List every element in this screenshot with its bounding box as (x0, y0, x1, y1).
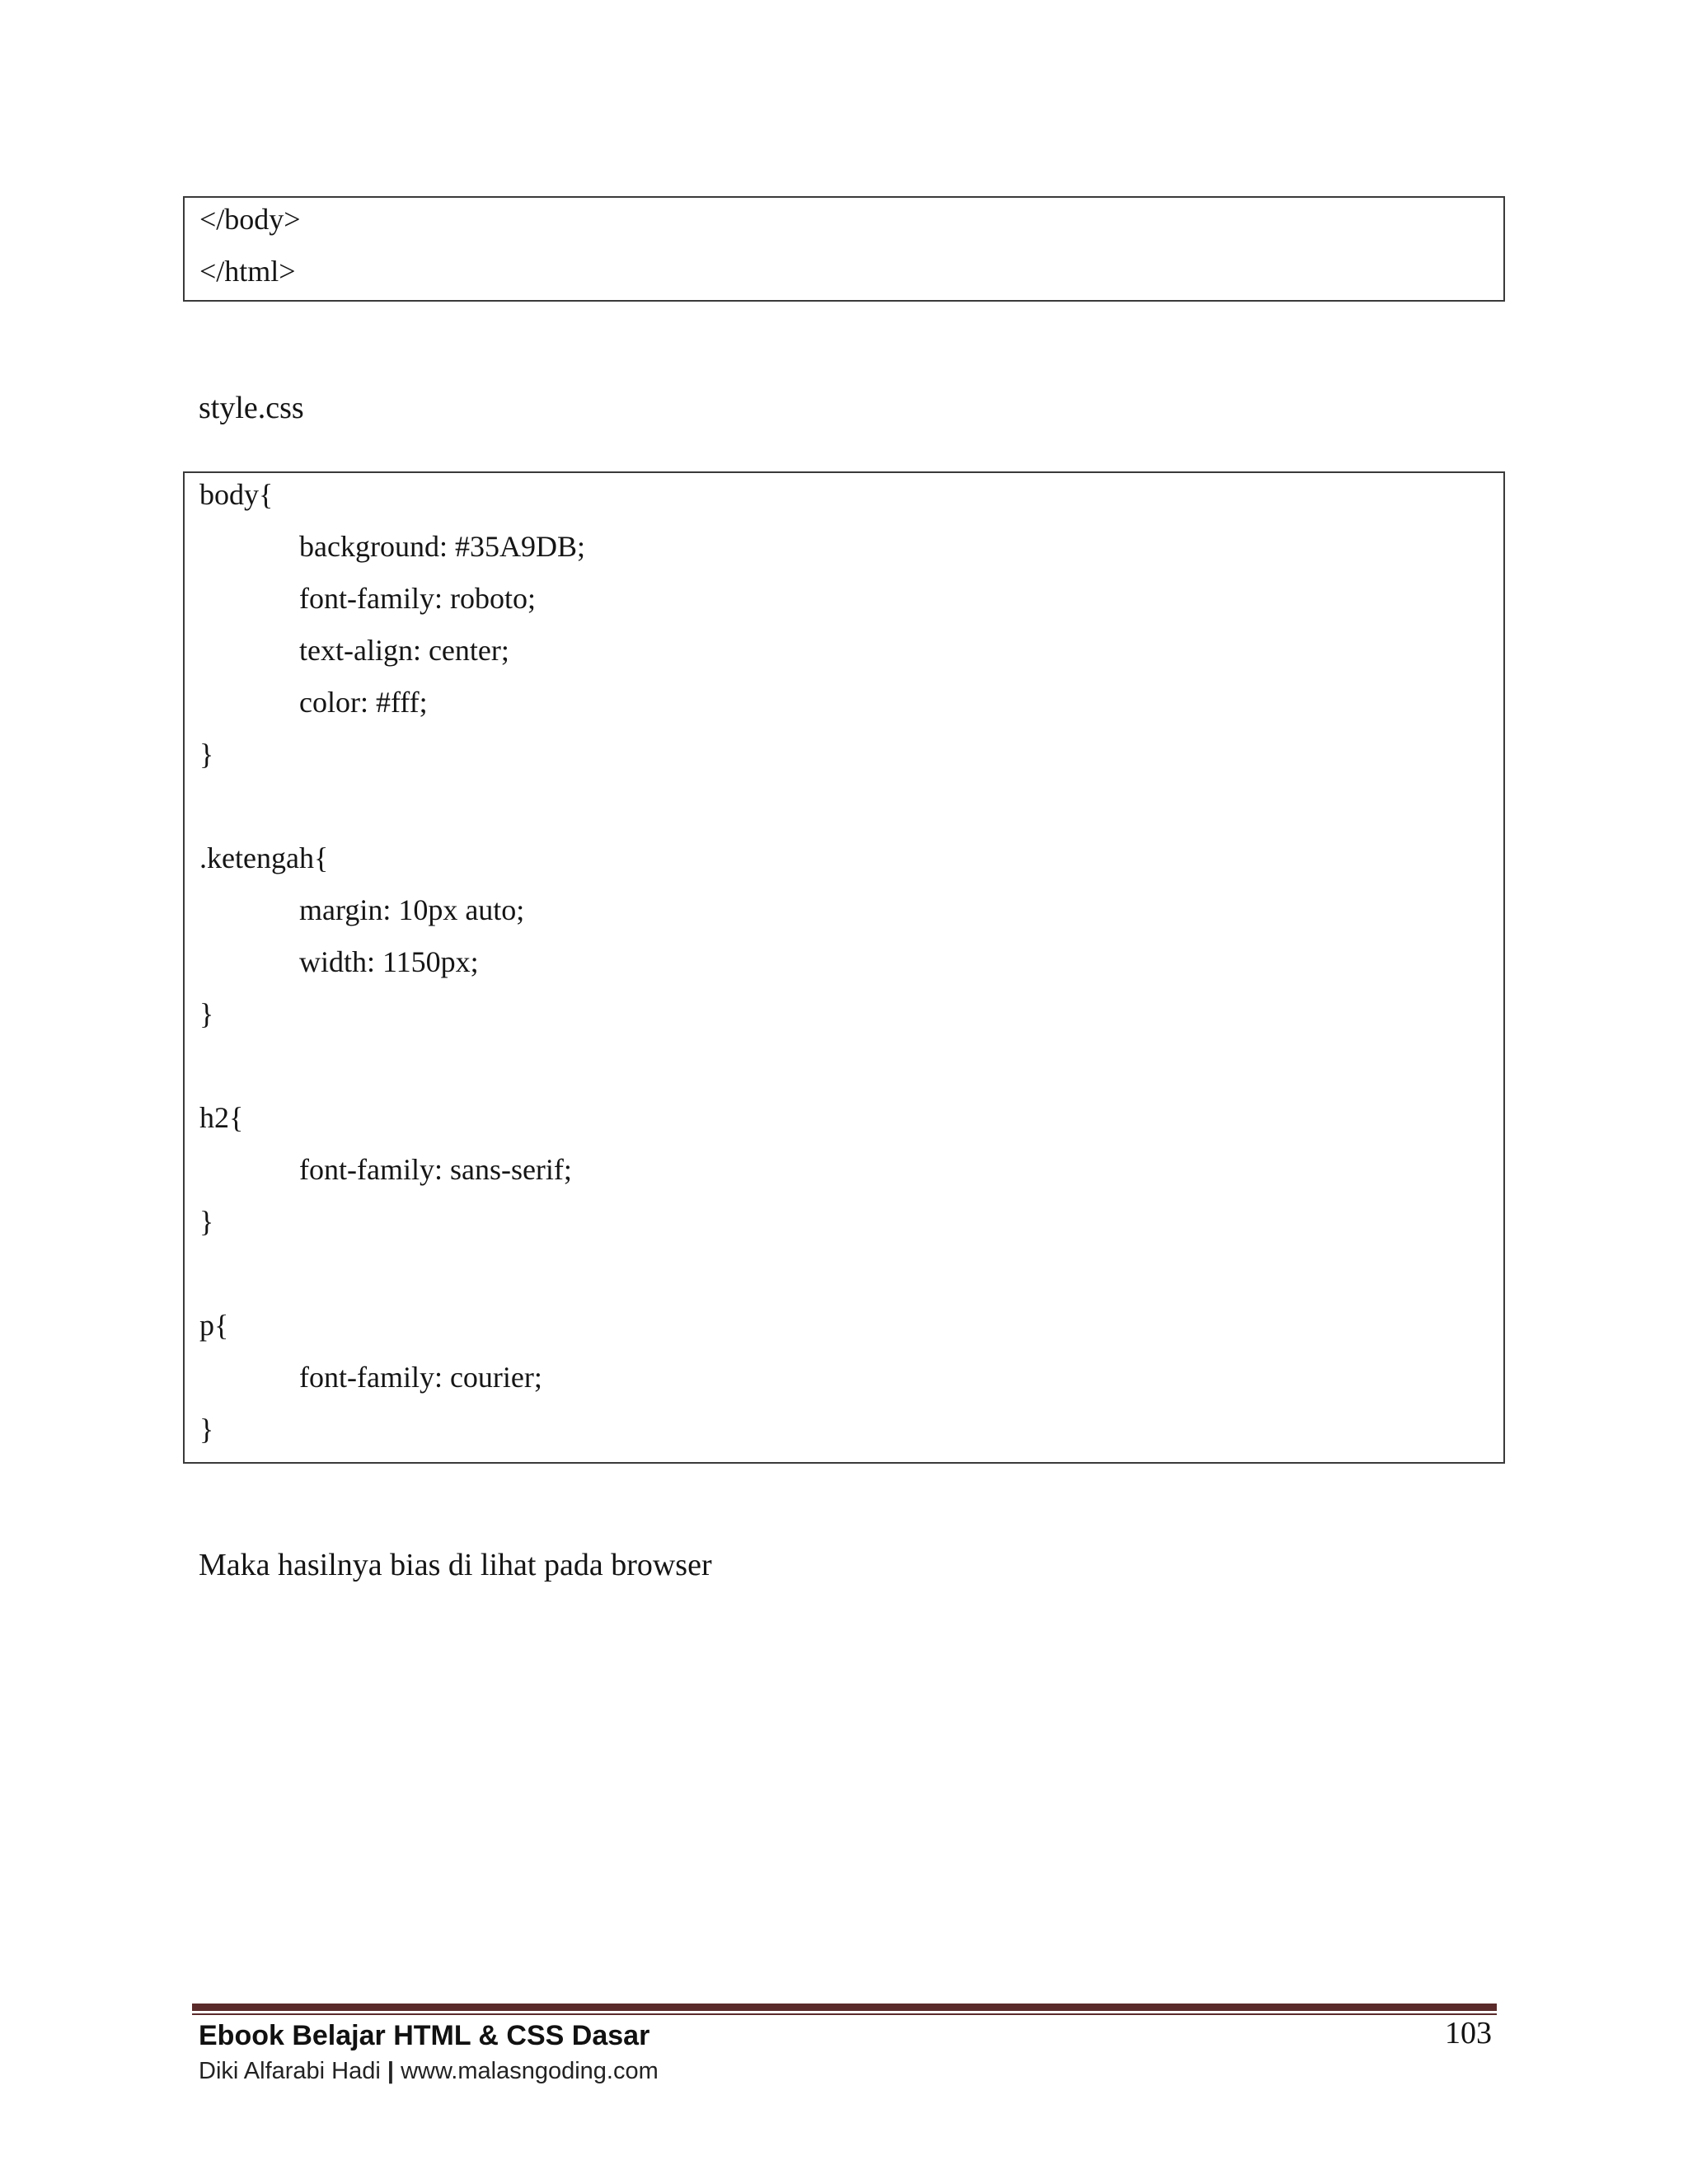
footer-book-title: Ebook Belajar HTML & CSS Dasar (199, 2020, 650, 2051)
footer-author-line (199, 2055, 659, 2087)
page-number: 103 (1445, 2016, 1492, 2050)
code-line: </html> (199, 255, 296, 288)
code-line: margin: 10px auto; (299, 893, 525, 926)
result-caption: Maka hasilnya bias di lihat pada browser (199, 1548, 712, 1582)
footer-author-name: Diki Alfarabi Hadi (199, 2058, 381, 2084)
code-block-html-closing (183, 196, 1505, 302)
footer-website-link[interactable]: www.malasngoding.com (401, 2058, 659, 2084)
code-line: p{ (199, 1309, 229, 1342)
code-line: } (199, 1205, 214, 1238)
code-line: font-family: roboto; (299, 582, 536, 615)
code-line: width: 1150px; (299, 945, 479, 978)
footer-rule-thin (192, 2013, 1497, 2015)
code-line: .ketengah{ (199, 841, 329, 874)
code-line: h2{ (199, 1101, 244, 1134)
code-line: font-family: courier; (299, 1361, 542, 1394)
code-line: </body> (199, 203, 301, 236)
css-filename-label: style.css (199, 391, 304, 425)
code-line: } (199, 997, 214, 1030)
code-line: text-align: center; (299, 634, 509, 667)
footer-separator: | (387, 2058, 395, 2084)
code-line: } (199, 1413, 214, 1446)
code-line: body{ (199, 478, 274, 511)
code-line: } (199, 738, 214, 771)
footer-rule-thick (192, 2004, 1497, 2011)
code-line: color: #fff; (299, 686, 428, 719)
code-block-css (183, 471, 1505, 1464)
code-line: font-family: sans-serif; (299, 1153, 572, 1186)
code-line: background: #35A9DB; (299, 530, 585, 563)
